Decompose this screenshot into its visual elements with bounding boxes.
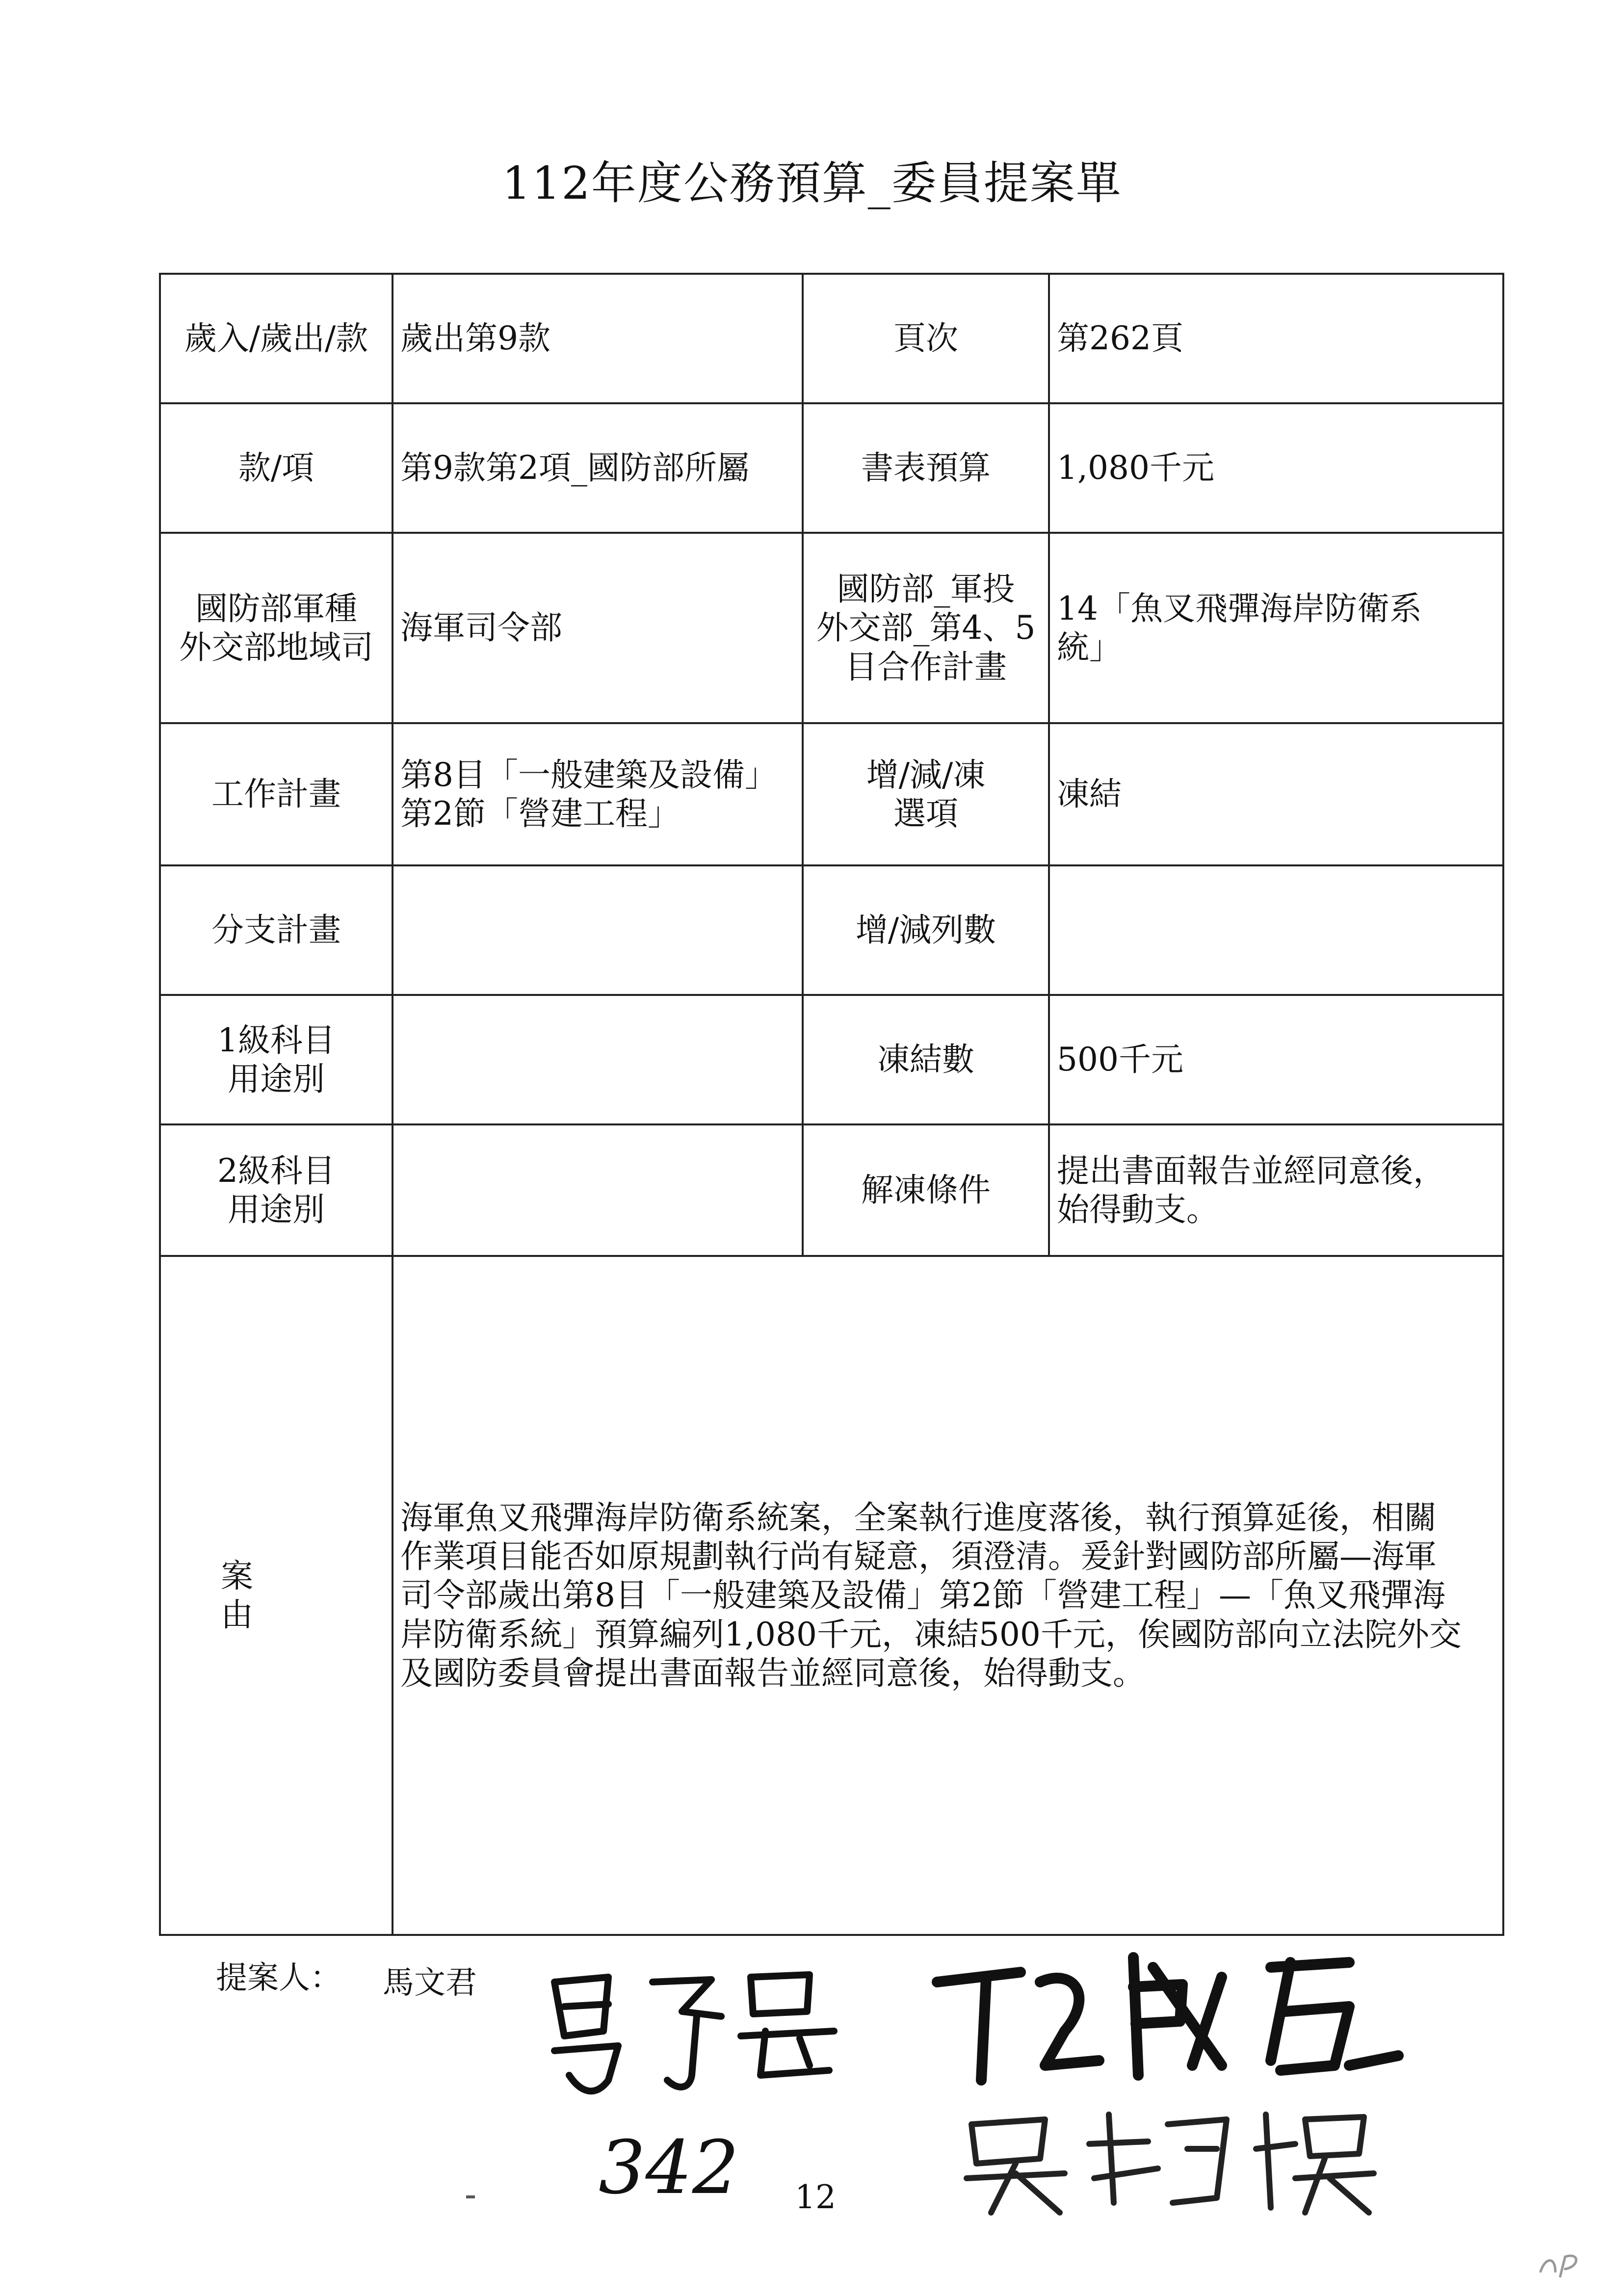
form-row-work-plan [160,723,1503,865]
label-subject-1: 1級科目 用途別 [160,995,393,1124]
form-row-reason [160,1256,1503,1935]
value-frozen-amount: 500千元 [1049,995,1503,1124]
form-row-item [160,403,1503,533]
label-option: 增/減/凍 選項 [803,723,1049,865]
value-subject-1 [393,995,803,1124]
page-title: 112年度公務預算_委員提案單 [502,157,1122,209]
label-branch: 分支計畫 [160,865,393,995]
corner-scribble [1536,2247,1595,2286]
form-row-branch [160,865,1503,995]
reason-line: 司令部歲出第8目「一般建築及設備」第2節「營建工程」—「魚叉飛彈海 [400,1576,1445,1615]
reason-line: 及國防委員會提出書面報告並經同意後，始得動支。 [400,1654,1145,1692]
label-frozen-amount: 凍結數 [803,995,1049,1124]
reason-line: 海軍魚叉飛彈海岸防衛系統案，全案執行進度落後，執行預算延後，相關 [400,1499,1437,1537]
proposer-label: 提案人： [216,1960,341,1996]
proposal-form-table [159,273,1504,1936]
handwritten-signature-3 [952,2095,1384,2222]
label-unfreeze-condition: 解凍條件 [803,1124,1049,1256]
form-row-section [160,274,1503,403]
label-reason: 案由 [160,1256,393,1935]
label-plan: 國防部_軍投 外交部_第4、5 目合作計畫 [803,533,1049,723]
handwritten-number-text: 342 [599,2125,739,2211]
value-section: 歲出第9款 [393,274,803,403]
value-subject-2 [393,1124,803,1256]
value-page: 第262頁 [1049,274,1503,403]
value-budget: 1,080千元 [1049,403,1503,533]
label-item: 款/項 [160,403,393,533]
handwritten-signature-1 [535,1953,868,2110]
label-subject-2: 2級科目 用途別 [160,1124,393,1256]
scan-mark [466,2195,475,2198]
handwritten-signature-2 [927,1938,1418,2114]
page-number: 12 [795,2178,836,2216]
label-unit: 國防部軍種 外交部地域司 [160,533,393,723]
value-item: 第9款第2項_國防部所屬 [393,403,803,533]
handwritten-number [594,2119,780,2218]
reason-text [393,1256,1503,1935]
value-option: 凍結 [1049,723,1503,865]
reason-line: 岸防衛系統」預算編列1,080千元，凍結500千元，俟國防部向立法院外交 [400,1615,1462,1653]
form-row-subject-2 [160,1124,1503,1256]
value-unfreeze-condition: 提出書面報告並經同意後， 始得動支。 [1049,1124,1503,1256]
proposer-name: 馬文君 [383,1965,477,2001]
label-work-plan: 工作計畫 [160,723,393,865]
label-section: 歲入/歲出/款 [160,274,393,403]
value-amount-change [1049,865,1503,995]
label-budget: 書表預算 [803,403,1049,533]
value-plan: 14「魚叉飛彈海岸防衛系 統」 [1049,533,1503,723]
label-page: 頁次 [803,274,1049,403]
label-amount-change: 增/減列數 [803,865,1049,995]
form-row-subject-1 [160,995,1503,1124]
reason-line: 作業項目能否如原規劃執行尚有疑意，須澄清。爰針對國防部所屬—海軍 [400,1538,1437,1576]
form-row-unit [160,533,1503,723]
value-branch [393,865,803,995]
value-unit: 海軍司令部 [393,533,803,723]
value-work-plan: 第8目「一般建築及設備」 第2節「營建工程」 [393,723,803,865]
